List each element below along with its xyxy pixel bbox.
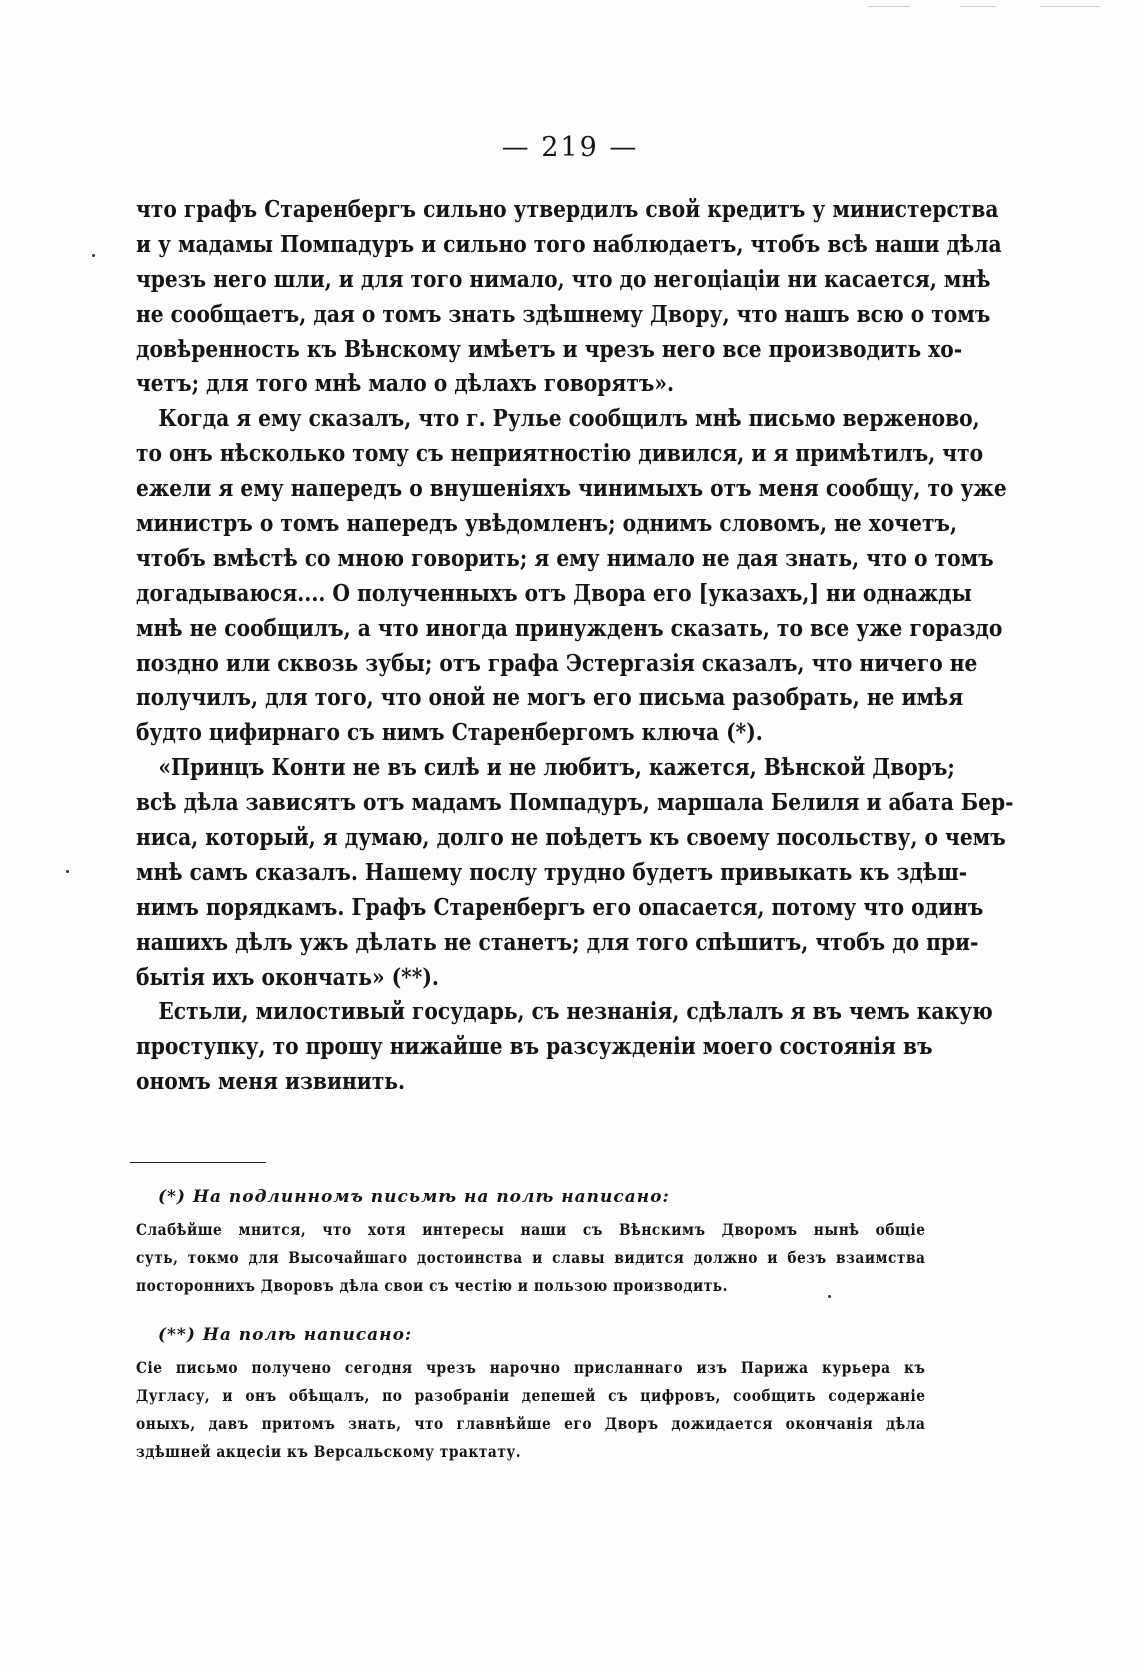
text-line: чрезъ него шли, и для того нимало, что до негоціаціи ни касается, мнѣ <box>136 264 991 293</box>
text-line: «Принцъ Конти не въ силѣ и не любитъ, кажется, Вѣнской Дворъ; <box>158 753 955 782</box>
scan-edge-mark <box>960 6 996 7</box>
text-line: мнѣ не сообщилъ, а что иногда принужденъ сказать, то все уже гораздо <box>136 613 1003 642</box>
footnote-line: Слабѣйше мнится, что хотя интересы наши съ Вѣнскимъ Дворомъ нынѣ общіе <box>136 1220 926 1239</box>
scan-edge-mark <box>868 6 910 7</box>
text-line: догадываюся.... О полученныхъ отъ Двора его [указахъ,] ни однажды <box>136 578 972 607</box>
scan-speck <box>92 254 95 257</box>
footnote-line: постороннихъ Дворовъ дѣла свои съ честію и пользою производить. <box>136 1276 728 1295</box>
footnote-line: Дугласу, и онъ обѣщалъ, по разобраніи депешей съ цифровъ, сообщить содержаніе <box>136 1386 926 1405</box>
text-line: не сообщаетъ, дая о томъ знать здѣшнему Двору, что нашъ всю о томъ <box>136 299 991 328</box>
footnote-2 <box>136 1322 926 1466</box>
page-number: — 219 — <box>501 132 639 163</box>
text-line: Когда я ему сказалъ, что г. Рулье сообщилъ мнѣ письмо верженово, <box>158 404 980 433</box>
footnote-line: здѣшней акцесіи къ Версальскому трактату. <box>136 1442 522 1461</box>
text-line: ниса, который, я думаю, долго не поѣдетъ къ своему посольству, о чемъ <box>136 823 1006 852</box>
text-line: мнѣ самъ сказалъ. Нашему послу трудно будетъ привыкать къ здѣш- <box>136 857 968 886</box>
footnote-line: Сіе письмо получено сегодня чрезъ нарочно присланнаго изъ Парижа курьера къ <box>136 1358 926 1377</box>
text-line: поздно или сквозь зубы; отъ графа Эстергазія сказалъ, что ничего не <box>136 648 978 677</box>
text-line: то онъ нѣсколько тому съ неприятностію дивился, и я примѣтилъ, что <box>136 439 984 468</box>
footnote-1 <box>136 1184 926 1300</box>
footnote-heading: (**) На полѣ написано: <box>158 1325 413 1345</box>
scan-speck <box>66 870 69 873</box>
text-line: чтобъ вмѣстѣ со мною говорить; я ему нимало не дая знать, что о томъ <box>136 543 994 572</box>
text-line: ежели я ему напередъ о внушеніяхъ чинимыхъ отъ меня сообщу, то уже <box>136 474 1007 503</box>
scan-edge-mark <box>1040 6 1100 7</box>
text-line: Естьли, милостивый государь, съ незнанія, сдѣлалъ я въ чемъ какую <box>158 997 993 1026</box>
text-line: четъ; для того мнѣ мало о дѣлахъ говорятъ». <box>136 369 675 398</box>
text-line: что графъ Старенбергъ сильно утвердилъ свой кредитъ у министерства <box>136 195 999 223</box>
text-line: министръ о томъ напередъ увѣдомленъ; однимъ словомъ, не хочетъ, <box>136 509 958 538</box>
footnote-divider <box>130 1162 266 1163</box>
text-line: ономъ меня извинить. <box>136 1067 406 1096</box>
text-line: будто цифирнаго съ нимъ Старенбергомъ ключа (*). <box>136 718 763 747</box>
text-line: проступку, то прошу нижайше въ разсужденіи моего состоянія въ <box>136 1032 933 1061</box>
text-line: довѣренность къ Вѣнскому имѣетъ и чрезъ него все производить хо- <box>136 334 963 363</box>
text-line: нимъ порядкамъ. Графъ Старенбергъ его опасается, потому что одинъ <box>136 892 984 921</box>
text-line: получилъ, для того, что оной не могъ его письма разобрать, не имѣя <box>136 683 964 712</box>
footnote-heading: (*) На подлинномъ письмѣ на полѣ написано: <box>158 1187 670 1207</box>
footnote-line: оныхъ, давъ притомъ знать, что главнѣйше его Дворъ дожидается окончанія дѣла <box>136 1414 926 1433</box>
main-text <box>136 192 1014 1099</box>
text-line: нашихъ дѣлъ ужъ дѣлать не станетъ; для того спѣшитъ, чтобъ до при- <box>136 927 979 956</box>
text-line: и у мадамы Помпадуръ и сильно того наблюдаетъ, чтобъ всѣ наши дѣла <box>136 229 1002 258</box>
footnote-line: суть, токмо для Высочайшаго достоинства и славы видится должно и безъ взаимства <box>136 1248 926 1267</box>
text-line: бытія ихъ окончать» (**). <box>136 962 439 991</box>
text-line: всѣ дѣла зависятъ отъ мадамъ Помпадуръ, маршала Белиля и абата Бер- <box>136 788 1014 817</box>
